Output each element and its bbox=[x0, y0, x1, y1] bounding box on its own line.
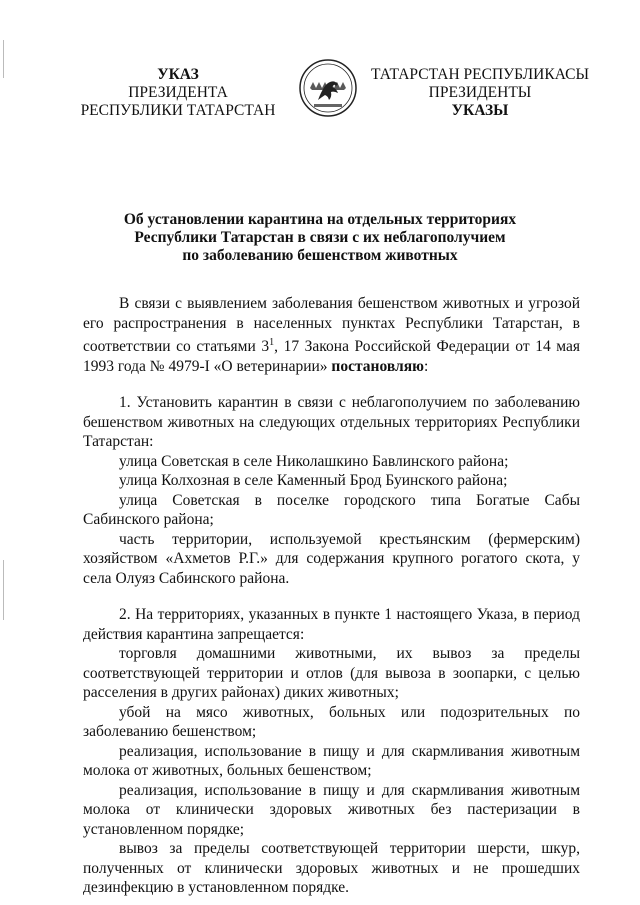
decree-word: постановляю bbox=[331, 357, 424, 375]
title-line3: по заболеванию бешенством животных bbox=[182, 247, 458, 264]
item1-place: улица Колхозная в селе Каменный Брод Буинского района; bbox=[119, 472, 508, 490]
header-right-line3: УКАЗЫ bbox=[451, 102, 509, 119]
header-right-line1: ТАТАРСТАН РЕСПУБЛИКАСЫ bbox=[371, 66, 589, 83]
item2-intro: 2. На территориях, указанных в пункте 1 настоящего Указа, в период действия карантина запрещается: bbox=[83, 606, 580, 643]
item1-intro: 1. Установить карантин в связи с неблагополучием по заболеванию бешенством животных на следующих отдельных территориях Республики Татарстан: bbox=[83, 394, 580, 451]
title-line2: Республики Татарстан в связи с их неблагополучием bbox=[134, 229, 506, 246]
preamble-superscript: 1 bbox=[269, 337, 275, 348]
title-line1: Об установлении карантина на отдельных территориях bbox=[123, 211, 517, 228]
header-left-block bbox=[78, 66, 278, 120]
preamble-text2: , 17 Закона Российской Федерации от 14 мая 1993 года № 4979-I «О ветеринарии» bbox=[83, 338, 580, 375]
item2-ban: убой на мясо животных, больных или подозрительных по заболеванию бешенством; bbox=[83, 703, 580, 741]
header-left-line1: УКАЗ bbox=[157, 66, 199, 83]
coat-of-arms-of-tatarstan-icon bbox=[298, 58, 358, 118]
item2-ban: торговля домашними животными, их вывоз за пределы соответствующей территории и отлов (для вывоза в зоопарки, с целью расселения в других районах) диких животных; bbox=[83, 645, 580, 702]
scan-artifact bbox=[3, 560, 4, 620]
header-left-line2: ПРЕЗИДЕНТА bbox=[128, 84, 228, 101]
preamble-end: : bbox=[423, 357, 429, 375]
header-right-line2: ПРЕЗИДЕНТЫ bbox=[428, 84, 532, 101]
header-left-line3: РЕСПУБЛИКИ ТАТАРСТАН bbox=[80, 102, 276, 119]
item2-ban: реализация, использование в пищу и для скармливания животным молока от клинически здоровых животных без пастеризации в установленном порядке; bbox=[83, 781, 580, 838]
item2-ban: реализация, использование в пищу и для скармливания животным молока от животных, больных бешенством; bbox=[83, 742, 580, 780]
item1-place: улица Советская в поселке городского типа Богатые Сабы Сабинского района; bbox=[83, 491, 580, 529]
item1-place: улица Советская в селе Николашкино Бавлинского района; bbox=[119, 452, 509, 470]
preamble-text: В связи с выявлением заболевания бешенством животных и угрозой его распространения в населенных пунктах Республики Татарстан, в соответствии со статьями 3 bbox=[83, 295, 580, 356]
header-right-block bbox=[365, 66, 595, 120]
item2-ban: вывоз за пределы соответствующей территории шерсти, шкур, полученных от клинически здоровых животных и не прошедших дезинфекцию в установленном порядке. bbox=[83, 840, 580, 897]
document-body bbox=[83, 294, 580, 898]
document-title bbox=[90, 211, 550, 265]
preamble-paragraph bbox=[83, 294, 580, 376]
item1-place: часть территории, используемой крестьянским (фермерским) хозяйством «Ахметов Р.Г.» для содержания крупного рогатого скота, у села Олуяз Сабинского района. bbox=[83, 530, 580, 587]
scan-artifact bbox=[3, 40, 4, 78]
